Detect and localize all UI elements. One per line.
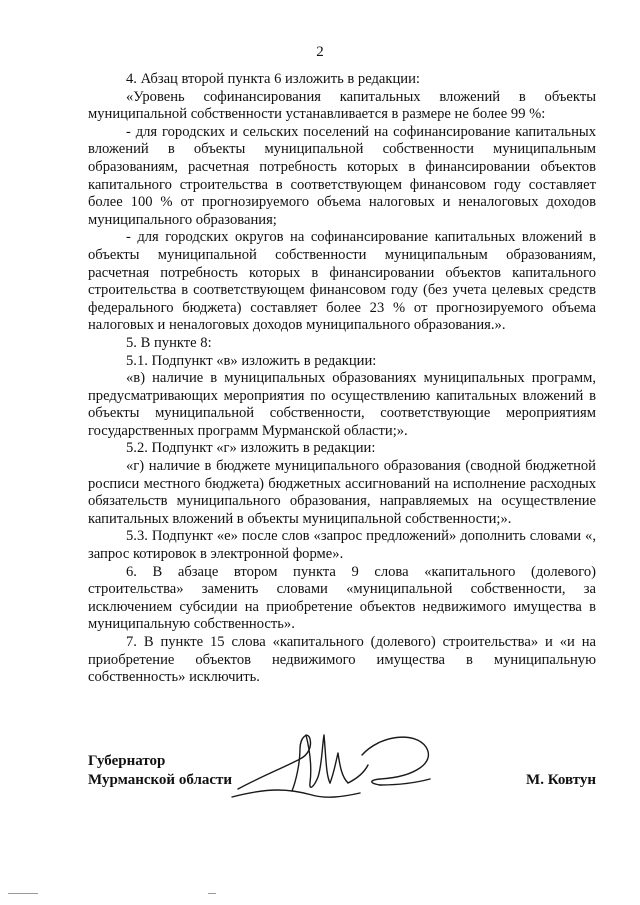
signer-title-line2: Мурманской области xyxy=(88,772,233,788)
paragraph-item-6: 6. В абзаце втором пункта 9 слова «капитального (долевого) строительства» заменить словами «муниципальной собственности, за исключением субсидии на приобретение объектов недвижимого имущества в муниципальную собственность». xyxy=(88,563,596,633)
footer-line-left xyxy=(8,893,38,894)
signer-title-line1: Губернатор xyxy=(88,753,166,769)
paragraph-subitem-v: «в) наличие в муниципальных образованиях муниципальных программ, предусматривающих мероприятия по осуществлению капитальных вложений в объекты муниципальной собственности, соответствующие мероприятиям государственных программ Мурманской области;». xyxy=(88,370,596,439)
paragraph-item-5: 5. В пункте 8: xyxy=(126,334,212,351)
paragraph-settlements: - для городских и сельских поселений на софинансирование капитальных вложений в объекты муниципальной собственности муниципальным образованиям, расчетная потребность которых в финансировании объектов капитального строительства в соответствующем финансовом году составляет более 100 % от прогнозируемого объема налоговых и неналоговых доходов муниципального образования; xyxy=(88,123,596,228)
paragraph-item-5-2: 5.2. Подпункт «г» изложить в редакции: xyxy=(126,440,376,457)
paragraph-subitem-g: «г) наличие в бюджете муниципального образования (сводной бюджетной росписи местного бюджета) бюджетных ассигнований на исполнение расходных обязательств муниципального образования, направляемых на осуществление капитальных вложений в объекты муниципальной собственности;». xyxy=(88,458,596,527)
paragraph-item-4: 4. Абзац второй пункта 6 изложить в редакции: xyxy=(126,71,420,87)
handwritten-signature xyxy=(230,717,440,807)
paragraph-item-5-1: 5.1. Подпункт «в» изложить в редакции: xyxy=(126,352,377,369)
document-body xyxy=(88,71,596,687)
paragraph-item-7: 7. В пункте 15 слова «капитального (долевого) строительства» и «и на приобретение объектов недвижимого имущества в муниципальную собственность» исключить. xyxy=(88,634,596,686)
footer-line-mid xyxy=(208,893,216,894)
paragraph-city-districts: - для городских округов на софинансирование капитальных вложений в объекты муниципальной собственности муниципальным образованиям, расчетная потребность которых в финансировании объектов капитального строительства в соответствующем финансовом году (без учета целевых средств федерального бюджета) составляет более 23 % от прогнозируемого объема налоговых и неналоговых доходов муниципального образования.». xyxy=(88,229,596,334)
paragraph-item-5-3: 5.3. Подпункт «е» после слов «запрос предложений» дополнить словами «, запрос котировок в электронной форме». xyxy=(88,528,596,563)
signature-block xyxy=(88,752,596,812)
signer-title xyxy=(88,752,232,790)
page-number: 2 xyxy=(316,44,324,60)
signer-name: М. Ковтун xyxy=(526,772,596,788)
paragraph-subsidy-level: «Уровень софинансирования капитальных вложений в объекты муниципальной собственности устанавливается в размере не более 99 %: xyxy=(88,88,596,123)
